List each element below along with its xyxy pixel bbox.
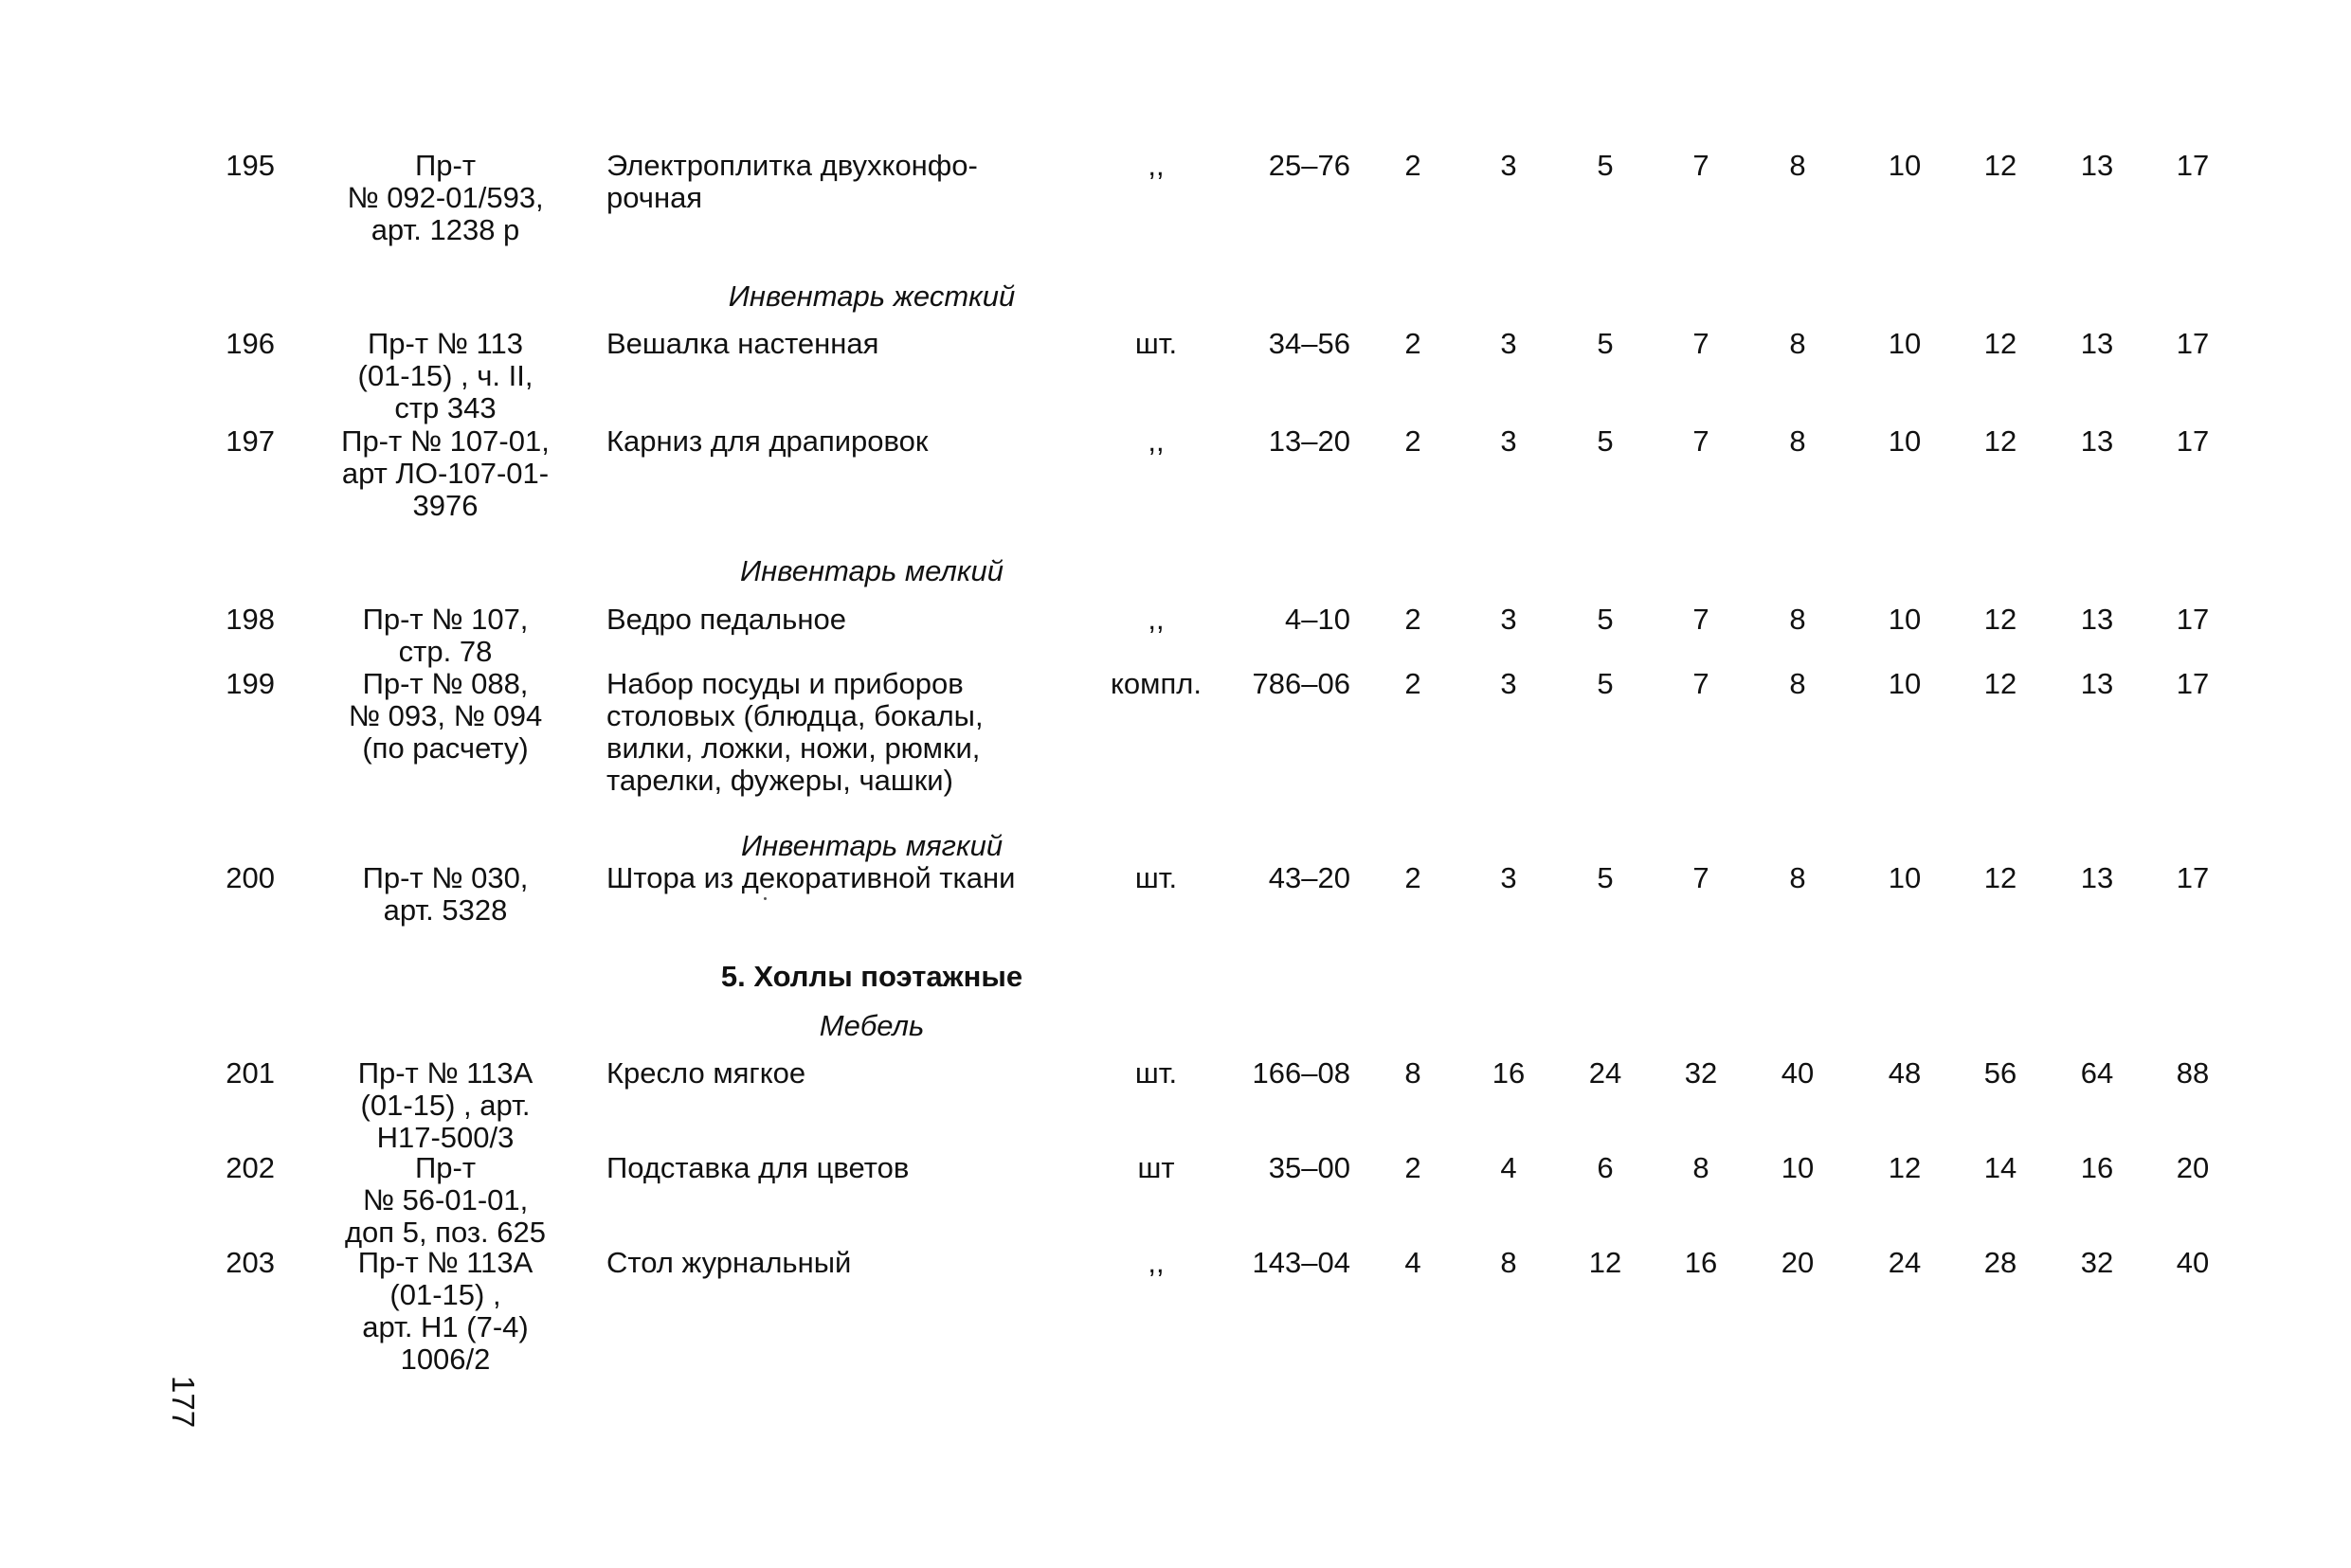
row-qty: 8: [1404, 1056, 1421, 1090]
row-qty: 10: [1888, 424, 1922, 458]
row-qty: 12: [1588, 1246, 1622, 1279]
row-unit: компл.: [1111, 667, 1202, 700]
row-qty: 8: [1789, 667, 1806, 700]
row-qty: 12: [1983, 149, 2017, 182]
row-qty: 4: [1404, 1246, 1421, 1279]
row-qty: 88: [2176, 1056, 2210, 1090]
row-qty: 5: [1597, 861, 1614, 894]
row-qty: 16: [1684, 1246, 1718, 1279]
row-qty: 12: [1983, 667, 2017, 700]
row-item-name: Подставка для цветов: [606, 1151, 910, 1184]
row-qty: 6: [1597, 1151, 1614, 1184]
row-qty: 5: [1597, 327, 1614, 360]
row-qty: 8: [1789, 861, 1806, 894]
row-qty: 10: [1888, 149, 1922, 182]
row-reference: Пр-т № 113А (01-15) , арт. Н1 (7-4) 1006/2: [357, 1246, 533, 1376]
row-qty: 8: [1500, 1246, 1517, 1279]
row-qty: 3: [1500, 327, 1517, 360]
row-qty: 5: [1597, 603, 1614, 636]
row-qty: 8: [1789, 327, 1806, 360]
row-qty: 2: [1404, 149, 1421, 182]
row-item-name: Набор посуды и приборов столовых (блюдца, бокалы, вилки, ложки, ножи, рюмки, тарелки, фужеры, чашки): [606, 667, 984, 797]
row-unit: шт: [1137, 1151, 1175, 1184]
row-item-name: Электроплитка двухконфо- рочная: [606, 149, 978, 214]
section-subheading: Инвентарь мягкий: [740, 829, 1004, 862]
row-qty: 3: [1500, 424, 1517, 458]
row-unit: шт.: [1134, 1056, 1178, 1090]
row-qty: 4: [1500, 1151, 1517, 1184]
row-number: 202: [226, 1151, 275, 1184]
row-qty: 7: [1692, 603, 1709, 636]
row-qty: 28: [1983, 1246, 2017, 1279]
row-item-name: Стол журнальный: [606, 1246, 852, 1279]
row-unit: шт.: [1134, 327, 1178, 360]
row-qty: 17: [2176, 667, 2210, 700]
row-qty: 13: [2080, 667, 2114, 700]
section-subheading: Инвентарь мелкий: [740, 554, 1004, 587]
page-number: [167, 1376, 205, 1433]
row-price: 34–56: [1268, 327, 1350, 360]
row-qty: 40: [2176, 1246, 2210, 1279]
row-unit: ,,: [1148, 603, 1165, 636]
row-qty: 2: [1404, 603, 1421, 636]
row-qty: 16: [2080, 1151, 2114, 1184]
row-qty: 10: [1888, 603, 1922, 636]
row-item-name: Ведро педальное: [606, 603, 846, 636]
row-reference: Пр-т № 56-01-01, доп 5, поз. 625: [344, 1151, 547, 1249]
row-qty: 20: [1781, 1246, 1815, 1279]
row-item-name: Кресло мягкое: [606, 1056, 806, 1090]
scan-speck: [764, 897, 767, 900]
row-price: 25–76: [1268, 149, 1350, 182]
row-qty: 17: [2176, 861, 2210, 894]
row-number: 195: [226, 149, 275, 182]
row-qty: 13: [2080, 424, 2114, 458]
row-reference: Пр-т № 113 (01-15) , ч. II, стр 343: [357, 327, 533, 424]
row-qty: 8: [1789, 603, 1806, 636]
row-unit: ,,: [1148, 149, 1165, 182]
row-price: 166–08: [1252, 1056, 1350, 1090]
row-price: 786–06: [1252, 667, 1350, 700]
row-price: 13–20: [1268, 424, 1350, 458]
row-item-name: Карниз для драпировок: [606, 424, 929, 458]
row-qty: 48: [1888, 1056, 1922, 1090]
page-number-text: 177: [166, 1376, 201, 1429]
row-qty: 64: [2080, 1056, 2114, 1090]
row-qty: 7: [1692, 149, 1709, 182]
row-qty: 10: [1888, 861, 1922, 894]
row-qty: 16: [1492, 1056, 1526, 1090]
row-number: 203: [226, 1246, 275, 1279]
row-price: 35–00: [1268, 1151, 1350, 1184]
row-price: 143–04: [1252, 1246, 1350, 1279]
row-qty: 5: [1597, 149, 1614, 182]
row-qty: 13: [2080, 861, 2114, 894]
row-qty: 24: [1588, 1056, 1622, 1090]
row-qty: 2: [1404, 1151, 1421, 1184]
row-qty: 13: [2080, 327, 2114, 360]
row-unit: ,,: [1148, 1246, 1165, 1279]
row-qty: 20: [2176, 1151, 2210, 1184]
row-reference: Пр-т № 107-01, арт ЛО-107-01- 3976: [341, 424, 550, 522]
row-number: 201: [226, 1056, 275, 1090]
row-qty: 56: [1983, 1056, 2017, 1090]
row-qty: 8: [1692, 1151, 1709, 1184]
row-reference: Пр-т № 107, стр. 78: [362, 603, 529, 668]
row-qty: 14: [1983, 1151, 2017, 1184]
row-qty: 17: [2176, 149, 2210, 182]
row-qty: 2: [1404, 667, 1421, 700]
row-qty: 17: [2176, 424, 2210, 458]
row-qty: 32: [2080, 1246, 2114, 1279]
row-item-name: Вешалка настенная: [606, 327, 879, 360]
row-number: 200: [226, 861, 275, 894]
row-qty: 10: [1781, 1151, 1815, 1184]
row-qty: 2: [1404, 424, 1421, 458]
row-qty: 5: [1597, 667, 1614, 700]
row-qty: 12: [1983, 603, 2017, 636]
row-qty: 3: [1500, 149, 1517, 182]
row-qty: 5: [1597, 424, 1614, 458]
row-reference: Пр-т № 092-01/593, арт. 1238 р: [347, 149, 544, 246]
row-unit: ,,: [1148, 424, 1165, 458]
row-qty: 2: [1404, 861, 1421, 894]
row-number: 196: [226, 327, 275, 360]
row-qty: 12: [1888, 1151, 1922, 1184]
row-number: 199: [226, 667, 275, 700]
row-price: 43–20: [1268, 861, 1350, 894]
row-qty: 8: [1789, 424, 1806, 458]
row-qty: 17: [2176, 603, 2210, 636]
row-reference: Пр-т № 088, № 093, № 094 (по расчету): [348, 667, 543, 765]
row-qty: 7: [1692, 424, 1709, 458]
row-qty: 24: [1888, 1246, 1922, 1279]
row-number: 197: [226, 424, 275, 458]
row-qty: 13: [2080, 603, 2114, 636]
section-heading: 5. Холлы поэтажные: [720, 960, 1023, 993]
row-number: 198: [226, 603, 275, 636]
row-qty: 17: [2176, 327, 2210, 360]
row-qty: 7: [1692, 861, 1709, 894]
row-qty: 12: [1983, 861, 2017, 894]
row-qty: 2: [1404, 327, 1421, 360]
section-subheading: Инвентарь жесткий: [728, 279, 1016, 313]
row-qty: 3: [1500, 603, 1517, 636]
row-qty: 8: [1789, 149, 1806, 182]
row-qty: 12: [1983, 327, 2017, 360]
row-qty: 10: [1888, 667, 1922, 700]
row-qty: 40: [1781, 1056, 1815, 1090]
row-qty: 3: [1500, 861, 1517, 894]
row-reference: Пр-т № 113А (01-15) , арт. Н17-500/3: [357, 1056, 533, 1154]
row-qty: 3: [1500, 667, 1517, 700]
row-unit: шт.: [1134, 861, 1178, 894]
row-price: 4–10: [1285, 603, 1350, 636]
row-qty: 7: [1692, 327, 1709, 360]
row-item-name: Штора из декоративной ткани: [606, 861, 1016, 894]
row-qty: 7: [1692, 667, 1709, 700]
row-qty: 12: [1983, 424, 2017, 458]
row-qty: 13: [2080, 149, 2114, 182]
section-subheading: Мебель: [819, 1009, 925, 1042]
row-reference: Пр-т № 030, арт. 5328: [362, 861, 529, 927]
row-qty: 32: [1684, 1056, 1718, 1090]
row-qty: 10: [1888, 327, 1922, 360]
